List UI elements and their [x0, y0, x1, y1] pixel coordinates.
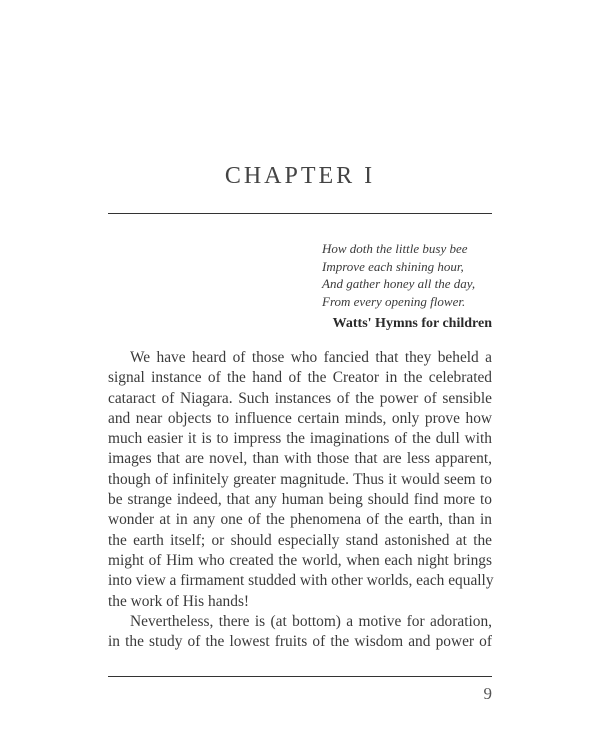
epigraph-line: Improve each shining hour, [322, 258, 464, 274]
text-line: into view a firmament studded with other worlds, each equally [108, 572, 494, 590]
top-rule [108, 213, 492, 214]
text-line: and near objects to influence certain minds, only prove how [108, 409, 492, 427]
text-line: the work of His hands! [108, 592, 250, 610]
text-line: signal instance of the hand of the Creator in the celebrated [108, 369, 492, 387]
page-number: 9 [483, 684, 492, 703]
text-line: the earth itself; or should especially stand astonished at the [108, 531, 492, 549]
text-line: We have heard of those who fancied that they beheld a [130, 349, 492, 366]
epigraph-line: How doth the little busy bee [322, 241, 468, 256]
text-line: in the study of the lowest fruits of the wisdom and power of [108, 633, 492, 651]
text-line: Nevertheless, there is (at bottom) a motive for adoration, [130, 612, 492, 630]
epigraph-attribution: Watts' Hymns for children [332, 316, 492, 331]
epigraph-line: From every opening flower. [322, 293, 466, 309]
epigraph-line: And gather honey all the day, [322, 276, 476, 291]
paragraph-2 [108, 612, 492, 653]
chapter-title: CHAPTER I [224, 163, 376, 189]
epigraph [322, 240, 502, 310]
text-line: images that are novel, than with those that are less apparent, [108, 450, 492, 468]
text-line: wonder at in any one of the phenomena of the earth, than in [108, 511, 492, 529]
body-text [108, 348, 492, 652]
text-line: though of infinitely greater magnitude. Thus it would seem to [108, 470, 492, 488]
text-line: cataract of Niagara. Such instances of the power of sensible [108, 389, 492, 407]
paragraph-1 [108, 348, 492, 612]
text-line: might of Him who created the world, when each night brings [108, 551, 492, 569]
text-line: be strange indeed, that any human being should find more to [108, 491, 492, 509]
bottom-rule [108, 676, 492, 677]
text-line: much easier it is to impress the imaginations of the dull with [108, 430, 492, 448]
